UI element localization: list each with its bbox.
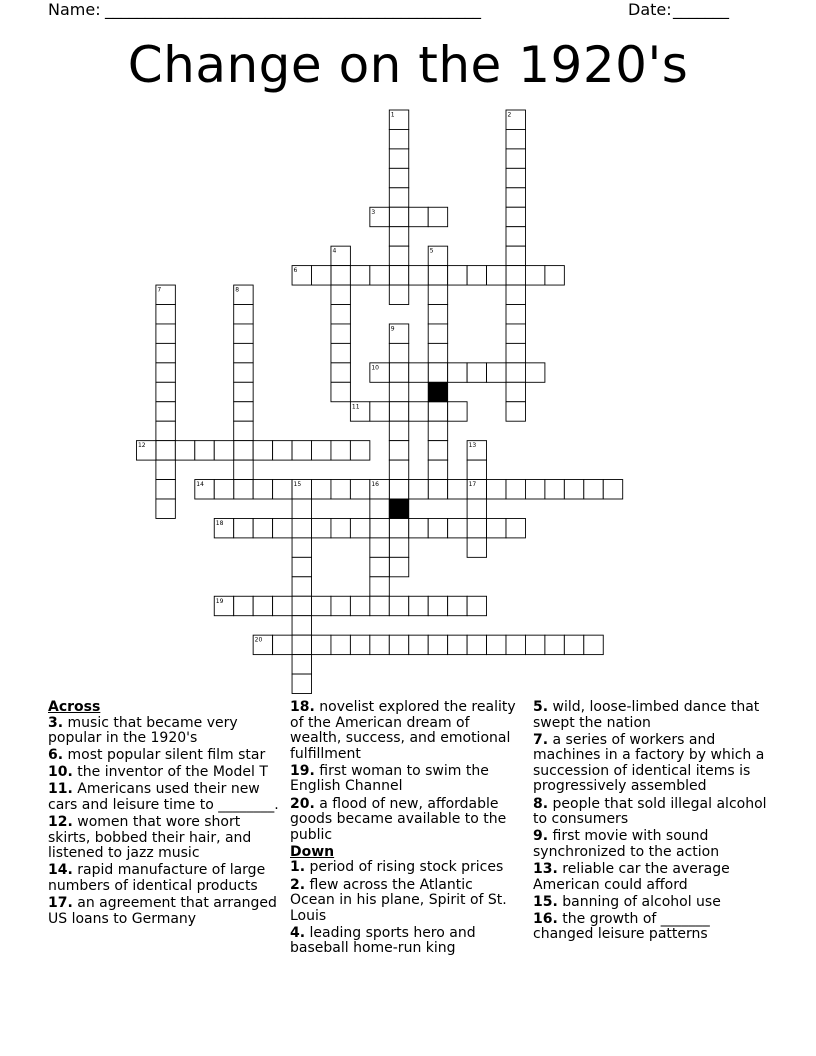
grid-cell[interactable] — [506, 266, 525, 285]
grid-cell[interactable] — [448, 518, 467, 537]
down-clue-13 — [533, 862, 768, 893]
grid-cell[interactable] — [234, 596, 253, 615]
grid-cell[interactable] — [156, 480, 175, 499]
grid-cell[interactable] — [389, 285, 408, 304]
grid-cell[interactable] — [234, 324, 253, 343]
grid-cell[interactable] — [214, 480, 233, 499]
grid-cell[interactable] — [428, 266, 447, 285]
grid-cell[interactable] — [292, 538, 311, 557]
grid-cell[interactable] — [234, 343, 253, 362]
grid-cell[interactable] — [506, 149, 525, 168]
grid-cell[interactable] — [389, 343, 408, 362]
grid-cell[interactable] — [389, 149, 408, 168]
cell-number: 3 — [371, 208, 376, 216]
grid-cell[interactable] — [156, 343, 175, 362]
grid-cell[interactable] — [506, 285, 525, 304]
clue-text: most popular silent film star — [67, 747, 266, 764]
clue-number: 6. — [48, 747, 64, 764]
grid-cell[interactable] — [370, 577, 389, 596]
grid-cell[interactable] — [312, 480, 331, 499]
grid-cell[interactable] — [506, 305, 525, 324]
clue-number: 3. — [48, 714, 64, 731]
grid-cell[interactable] — [253, 441, 272, 460]
clue-text: the growth of _______ changed leisure patterns — [533, 910, 710, 943]
grid-cell[interactable] — [389, 460, 408, 479]
grid-cell[interactable] — [389, 188, 408, 207]
cell-number: 20 — [254, 636, 263, 644]
grid-cell[interactable] — [428, 518, 447, 537]
clue-text: people that sold illegal alcohol to consumers — [533, 795, 767, 828]
grid-cell[interactable] — [350, 635, 369, 654]
clue-text: the inventor of the Model T — [77, 764, 268, 781]
grid-cell[interactable] — [428, 343, 447, 362]
grid-cell[interactable] — [253, 518, 272, 537]
grid-cell[interactable] — [292, 655, 311, 674]
grid-cell[interactable] — [389, 266, 408, 285]
grid-cell[interactable] — [253, 596, 272, 615]
grid-cell[interactable] — [156, 363, 175, 382]
grid-cell[interactable] — [467, 538, 486, 557]
grid-cell[interactable] — [370, 538, 389, 557]
across-clue-6 — [48, 748, 280, 764]
grid-cell[interactable] — [506, 480, 525, 499]
grid-cell[interactable] — [273, 480, 292, 499]
clue-number: 5. — [533, 699, 549, 715]
grid-cell[interactable] — [467, 596, 486, 615]
grid-cell[interactable] — [389, 518, 408, 537]
cell-number: 15 — [293, 481, 302, 489]
grid-cell[interactable] — [312, 266, 331, 285]
clue-text: first movie with sound synchronized to the action — [533, 828, 720, 860]
down-clue-1 — [290, 860, 522, 876]
cell-number: 5 — [429, 247, 434, 255]
grid-cell[interactable] — [487, 480, 506, 499]
grid-cell[interactable] — [389, 538, 408, 557]
grid-cell[interactable] — [506, 207, 525, 226]
black-cell — [428, 382, 447, 401]
across-clue-11 — [48, 782, 280, 813]
grid-cell[interactable] — [370, 635, 389, 654]
across-clue-17 — [48, 896, 280, 927]
grid-cell[interactable] — [175, 441, 194, 460]
grid-cell[interactable] — [156, 460, 175, 479]
clue-number: 4. — [290, 924, 306, 941]
grid-cell[interactable] — [273, 518, 292, 537]
cell-number: 19 — [215, 597, 224, 605]
grid-cell[interactable] — [273, 441, 292, 460]
clue-text: novelist explored the reality of the American dream of wealth, success, and emotional fulfillment — [290, 699, 516, 762]
clue-text: banning of alcohol use — [562, 893, 721, 910]
grid-cell[interactable] — [350, 518, 369, 537]
grid-cell[interactable] — [506, 129, 525, 148]
grid-cell[interactable] — [428, 441, 447, 460]
grid-cell[interactable] — [292, 596, 311, 615]
grid-cell[interactable] — [428, 421, 447, 440]
grid-cell[interactable] — [156, 441, 175, 460]
grid-cell[interactable] — [331, 596, 350, 615]
clue-text: a flood of new, affordable goods became available to the public — [290, 795, 507, 843]
grid-cell[interactable] — [389, 382, 408, 401]
grid-cell[interactable] — [273, 635, 292, 654]
grid-cell[interactable] — [506, 635, 525, 654]
cell-number: 10 — [371, 364, 379, 372]
grid-cell[interactable] — [292, 499, 311, 518]
grid-cell[interactable] — [448, 363, 467, 382]
grid-cell[interactable] — [292, 674, 311, 693]
grid-cell[interactable] — [428, 324, 447, 343]
grid-cell[interactable] — [156, 402, 175, 421]
black-cell — [389, 499, 408, 518]
clue-text: an agreement that arranged US loans to Germany — [48, 895, 277, 927]
grid-cell[interactable] — [467, 363, 486, 382]
clue-number: 7. — [533, 731, 549, 748]
grid-cell[interactable] — [467, 499, 486, 518]
clue-number: 19. — [290, 762, 315, 779]
grid-cell[interactable] — [506, 324, 525, 343]
grid-cell[interactable] — [312, 441, 331, 460]
grid-cell[interactable] — [389, 596, 408, 615]
clue-number: 17. — [48, 895, 73, 912]
grid-cell[interactable] — [389, 402, 408, 421]
down-clue-5 — [533, 700, 768, 731]
clue-text: music that became very popular in the 1920's — [48, 714, 238, 747]
grid-cell[interactable] — [389, 227, 408, 246]
clue-text: period of rising stock prices — [309, 859, 504, 876]
grid-cell[interactable] — [370, 266, 389, 285]
grid-cell[interactable] — [312, 596, 331, 615]
cell-number: 6 — [293, 267, 298, 275]
grid-cell[interactable] — [292, 557, 311, 576]
grid-cell[interactable] — [506, 363, 525, 382]
clue-number: 10. — [48, 764, 73, 781]
grid-cell[interactable] — [564, 635, 583, 654]
grid-cell[interactable] — [331, 441, 350, 460]
grid-cell[interactable] — [428, 596, 447, 615]
grid-cell[interactable] — [292, 518, 311, 537]
grid-cell[interactable] — [350, 441, 369, 460]
cell-number: 2 — [507, 111, 512, 119]
grid-cell[interactable] — [448, 402, 467, 421]
grid-cell[interactable] — [389, 421, 408, 440]
grid-cell[interactable] — [389, 129, 408, 148]
grid-cell[interactable] — [428, 207, 447, 226]
grid-cell[interactable] — [525, 635, 544, 654]
grid-cell[interactable] — [467, 266, 486, 285]
grid-cell[interactable] — [370, 557, 389, 576]
date-label: Date: — [628, 0, 672, 19]
clue-number: 9. — [533, 828, 549, 845]
grid-cell[interactable] — [331, 285, 350, 304]
grid-cell[interactable] — [195, 441, 214, 460]
grid-cell[interactable] — [331, 480, 350, 499]
cell-number: 13 — [468, 442, 477, 450]
grid-cell[interactable] — [350, 266, 369, 285]
clue-text: rapid manufacture of large numbers of identical products — [48, 862, 266, 895]
down-clue-7 — [533, 733, 768, 795]
cell-number: 14 — [196, 481, 204, 489]
grid-cell[interactable] — [545, 266, 564, 285]
grid-cell[interactable] — [253, 480, 272, 499]
across-clue-3 — [48, 716, 280, 747]
grid-cell[interactable] — [389, 635, 408, 654]
grid-cell[interactable] — [584, 480, 603, 499]
grid-cell[interactable] — [428, 305, 447, 324]
clue-text: flew across the Atlantic Ocean in his plane, Spirit of St. Louis — [290, 876, 507, 924]
grid-cell[interactable] — [506, 227, 525, 246]
grid-cell[interactable] — [545, 635, 564, 654]
clue-number: 14. — [48, 862, 73, 879]
grid-cell[interactable] — [331, 363, 350, 382]
grid-cell[interactable] — [506, 188, 525, 207]
grid-cell[interactable] — [506, 343, 525, 362]
grid-cell[interactable] — [409, 518, 428, 537]
grid-cell[interactable] — [603, 480, 622, 499]
grid-cell[interactable] — [312, 518, 331, 537]
grid-cell[interactable] — [428, 402, 447, 421]
grid-cell[interactable] — [428, 480, 447, 499]
grid-cell[interactable] — [428, 363, 447, 382]
clue-number: 12. — [48, 814, 73, 831]
grid-cell[interactable] — [525, 480, 544, 499]
grid-cell[interactable] — [409, 207, 428, 226]
down-heading: Down — [290, 843, 335, 860]
cell-number: 9 — [390, 325, 395, 333]
grid-cell[interactable] — [292, 441, 311, 460]
clue-number: 11. — [48, 781, 73, 798]
clue-column-1 — [48, 700, 280, 929]
grid-cell[interactable] — [506, 382, 525, 401]
grid-cell[interactable] — [428, 460, 447, 479]
grid-cell[interactable] — [156, 305, 175, 324]
grid-cell[interactable] — [525, 363, 544, 382]
cell-number: 8 — [235, 286, 240, 294]
grid-cell[interactable] — [370, 402, 389, 421]
clue-text: Americans used their new cars and leisure time to ________. — [48, 781, 279, 814]
across-clue-14 — [48, 863, 280, 894]
clue-number: 18. — [290, 699, 315, 715]
cell-number: 12 — [137, 442, 146, 450]
grid-cell[interactable] — [331, 343, 350, 362]
grid-cell[interactable] — [331, 518, 350, 537]
grid-cell[interactable] — [487, 518, 506, 537]
grid-cell[interactable] — [292, 616, 311, 635]
down-clue-16 — [533, 912, 768, 943]
grid-cell[interactable] — [234, 460, 253, 479]
grid-cell[interactable] — [273, 596, 292, 615]
clue-text: women that wore short skirts, bobbed their hair, and listened to jazz music — [48, 814, 252, 862]
grid-cell[interactable] — [370, 518, 389, 537]
grid-cell[interactable] — [331, 635, 350, 654]
grid-cell[interactable] — [506, 168, 525, 187]
across-clue-10 — [48, 765, 280, 781]
across-clue-20 — [290, 797, 522, 844]
grid-cell[interactable] — [331, 382, 350, 401]
grid-cell[interactable] — [234, 441, 253, 460]
grid-cell[interactable] — [370, 499, 389, 518]
grid-cell[interactable] — [545, 480, 564, 499]
grid-cell[interactable] — [487, 363, 506, 382]
grid-cell[interactable] — [389, 441, 408, 460]
grid-cell[interactable] — [331, 266, 350, 285]
cell-number: 4 — [332, 247, 337, 255]
grid-cell[interactable] — [506, 402, 525, 421]
grid-cell[interactable] — [467, 635, 486, 654]
grid-cell[interactable] — [234, 480, 253, 499]
clue-text: wild, loose-limbed dance that swept the nation — [533, 699, 760, 731]
cell-number: 17 — [468, 481, 477, 489]
grid-cell[interactable] — [156, 324, 175, 343]
clue-number: 13. — [533, 860, 558, 877]
clue-number: 20. — [290, 795, 315, 812]
cell-number: 7 — [157, 286, 162, 294]
grid-cell[interactable] — [409, 363, 428, 382]
grid-cell[interactable] — [409, 596, 428, 615]
clue-text: a series of workers and machines in a factory by which a succession of identical items is progressively assembled — [533, 731, 765, 795]
grid-cell[interactable] — [389, 207, 408, 226]
grid-cell[interactable] — [156, 421, 175, 440]
across-heading: Across — [48, 699, 101, 715]
down-clue-8 — [533, 797, 768, 828]
grid-cell[interactable] — [428, 285, 447, 304]
grid-cell[interactable] — [428, 635, 447, 654]
grid-cell[interactable] — [506, 246, 525, 265]
grid-cell[interactable] — [350, 596, 369, 615]
grid-cell[interactable] — [389, 363, 408, 382]
grid-cell[interactable] — [409, 635, 428, 654]
clue-number: 15. — [533, 893, 558, 910]
grid-cell[interactable] — [448, 266, 467, 285]
grid-cell[interactable] — [234, 402, 253, 421]
cell-number: 18 — [215, 519, 224, 527]
grid-cell[interactable] — [409, 402, 428, 421]
grid-cell[interactable] — [506, 518, 525, 537]
grid-cell[interactable] — [389, 480, 408, 499]
grid-cell[interactable] — [234, 421, 253, 440]
date-blank[interactable]: _______ — [673, 0, 729, 19]
down-clue-9 — [533, 829, 768, 860]
grid-cell[interactable] — [389, 246, 408, 265]
grid-cell[interactable] — [156, 382, 175, 401]
clue-text: first woman to swim the English Channel — [290, 762, 489, 795]
grid-cell[interactable] — [584, 635, 603, 654]
grid-cell[interactable] — [389, 557, 408, 576]
grid-cell[interactable] — [564, 480, 583, 499]
clue-number: 2. — [290, 876, 306, 893]
name-blank[interactable]: _______________________________________________ — [105, 0, 481, 19]
cell-number: 11 — [351, 403, 360, 411]
clue-number: 16. — [533, 910, 558, 927]
grid-cell[interactable] — [467, 518, 486, 537]
grid-cell[interactable] — [409, 480, 428, 499]
across-clue-12 — [48, 815, 280, 862]
grid-cell[interactable] — [234, 305, 253, 324]
cell-number: 1 — [390, 111, 395, 119]
grid-cell[interactable] — [467, 460, 486, 479]
clue-text: leading sports hero and baseball home-run king — [290, 924, 476, 957]
grid-cell[interactable] — [156, 499, 175, 518]
puzzle-title: Change on the 1920's — [127, 36, 689, 94]
grid-cell[interactable] — [350, 480, 369, 499]
grid-cell[interactable] — [487, 635, 506, 654]
grid-cell[interactable] — [448, 635, 467, 654]
clue-column-2 — [290, 700, 522, 959]
grid-cell[interactable] — [234, 363, 253, 382]
across-clue-18 — [290, 700, 522, 762]
clue-number: 1. — [290, 859, 306, 876]
clue-text: reliable car the average American could afford — [533, 860, 730, 893]
grid-cell[interactable] — [292, 635, 311, 654]
grid-cell[interactable] — [292, 577, 311, 596]
grid-cell[interactable] — [487, 266, 506, 285]
grid-cell[interactable] — [370, 596, 389, 615]
grid-cell[interactable] — [331, 324, 350, 343]
grid-cell[interactable] — [448, 596, 467, 615]
down-clue-4 — [290, 926, 522, 957]
grid-cell[interactable] — [409, 266, 428, 285]
grid-cell[interactable] — [234, 382, 253, 401]
grid-cell[interactable] — [389, 168, 408, 187]
grid-cell[interactable] — [331, 305, 350, 324]
down-clue-15 — [533, 895, 768, 911]
clue-number: 8. — [533, 795, 549, 812]
name-label: Name: — [48, 0, 101, 19]
grid-cell[interactable] — [525, 266, 544, 285]
grid-cell[interactable] — [214, 441, 233, 460]
grid-cell[interactable] — [234, 518, 253, 537]
grid-cell[interactable] — [312, 635, 331, 654]
down-clue-2 — [290, 878, 522, 925]
cell-number: 16 — [371, 481, 379, 489]
clue-column-3 — [533, 700, 768, 944]
grid-cell[interactable] — [448, 480, 467, 499]
across-clue-19 — [290, 764, 522, 795]
